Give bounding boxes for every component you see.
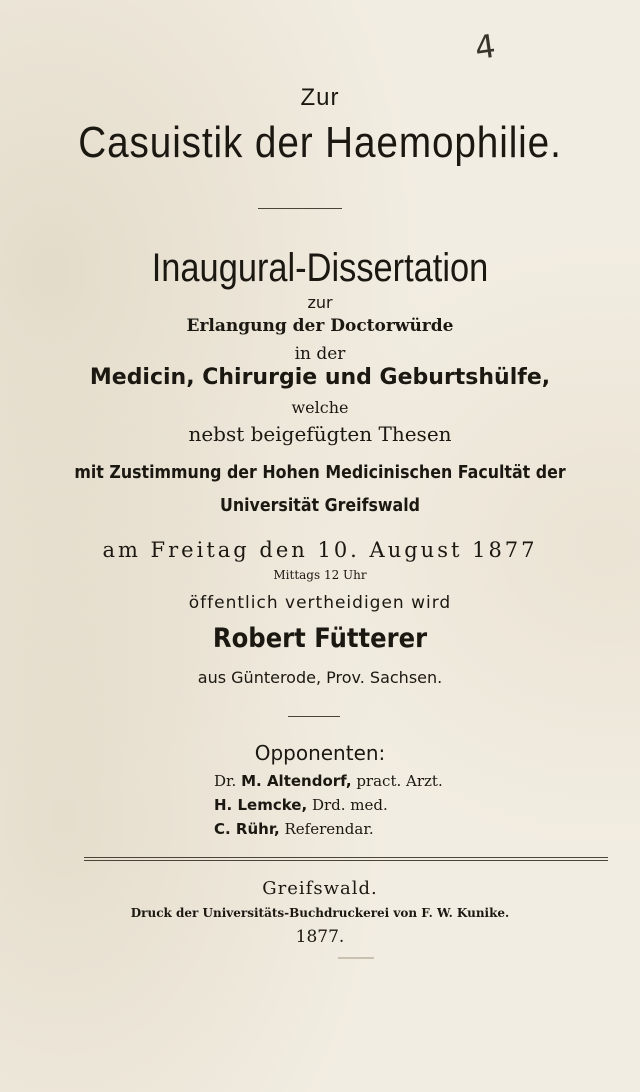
divider-double-top: [84, 857, 608, 858]
opponents-heading: Opponenten:: [254, 741, 386, 765]
opponent-role: Referendar.: [279, 820, 374, 838]
opponent-title: Dr.: [214, 772, 242, 790]
date-line: am Freitag den 10. August 1877: [102, 538, 538, 562]
library-stamp-mark: [338, 957, 374, 959]
opponent-name: M. Altendorf,: [241, 772, 352, 790]
in-der-line: in der: [294, 344, 346, 364]
heading-zur: Zur: [300, 84, 340, 111]
university-line: Universität Greifswald: [219, 495, 421, 516]
opponent-name: H. Lemcke,: [214, 796, 308, 814]
opponent-role: Drd. med.: [307, 796, 388, 814]
author-name: Robert Fütterer: [212, 623, 428, 654]
zur-line: zur: [307, 293, 333, 312]
faculties-line: Medicin, Chirurgie und Geburtshülfe,: [89, 365, 551, 390]
opponent-entry: [214, 820, 374, 838]
handwritten-shelf-mark: 4: [472, 26, 498, 68]
opponent-entry: [214, 796, 388, 814]
imprint-city: Greifswald.: [262, 878, 378, 899]
printer-line: Druck der Universitäts-Buchdruckerei von F. W. Kunike.: [130, 906, 510, 920]
theses-line: nebst beigefügten Thesen: [188, 422, 452, 446]
approval-line: mit Zustimmung der Hohen Medicinischen Facultät der: [74, 462, 566, 483]
welche-line: welche: [291, 398, 349, 417]
imprint-year: 1877.: [295, 927, 345, 947]
divider-middle: [288, 716, 340, 717]
author-origin: aus Günterode, Prov. Sachsen.: [197, 668, 443, 687]
defense-line: öffentlich vertheidigen wird: [188, 593, 452, 613]
divider-top: [258, 208, 342, 209]
opponent-entry: [214, 772, 443, 790]
erlangung-line: Erlangung der Doctorwürde: [186, 316, 454, 336]
divider-double-bottom: [84, 860, 608, 861]
time-line: Mittags 12 Uhr: [273, 568, 367, 582]
opponent-name: C. Rühr,: [214, 820, 280, 838]
opponent-role: pract. Arzt.: [351, 772, 443, 790]
main-title: Casuistik der Haemophilie.: [78, 118, 562, 167]
dissertation-heading: Inaugural-Dissertation: [151, 246, 489, 290]
